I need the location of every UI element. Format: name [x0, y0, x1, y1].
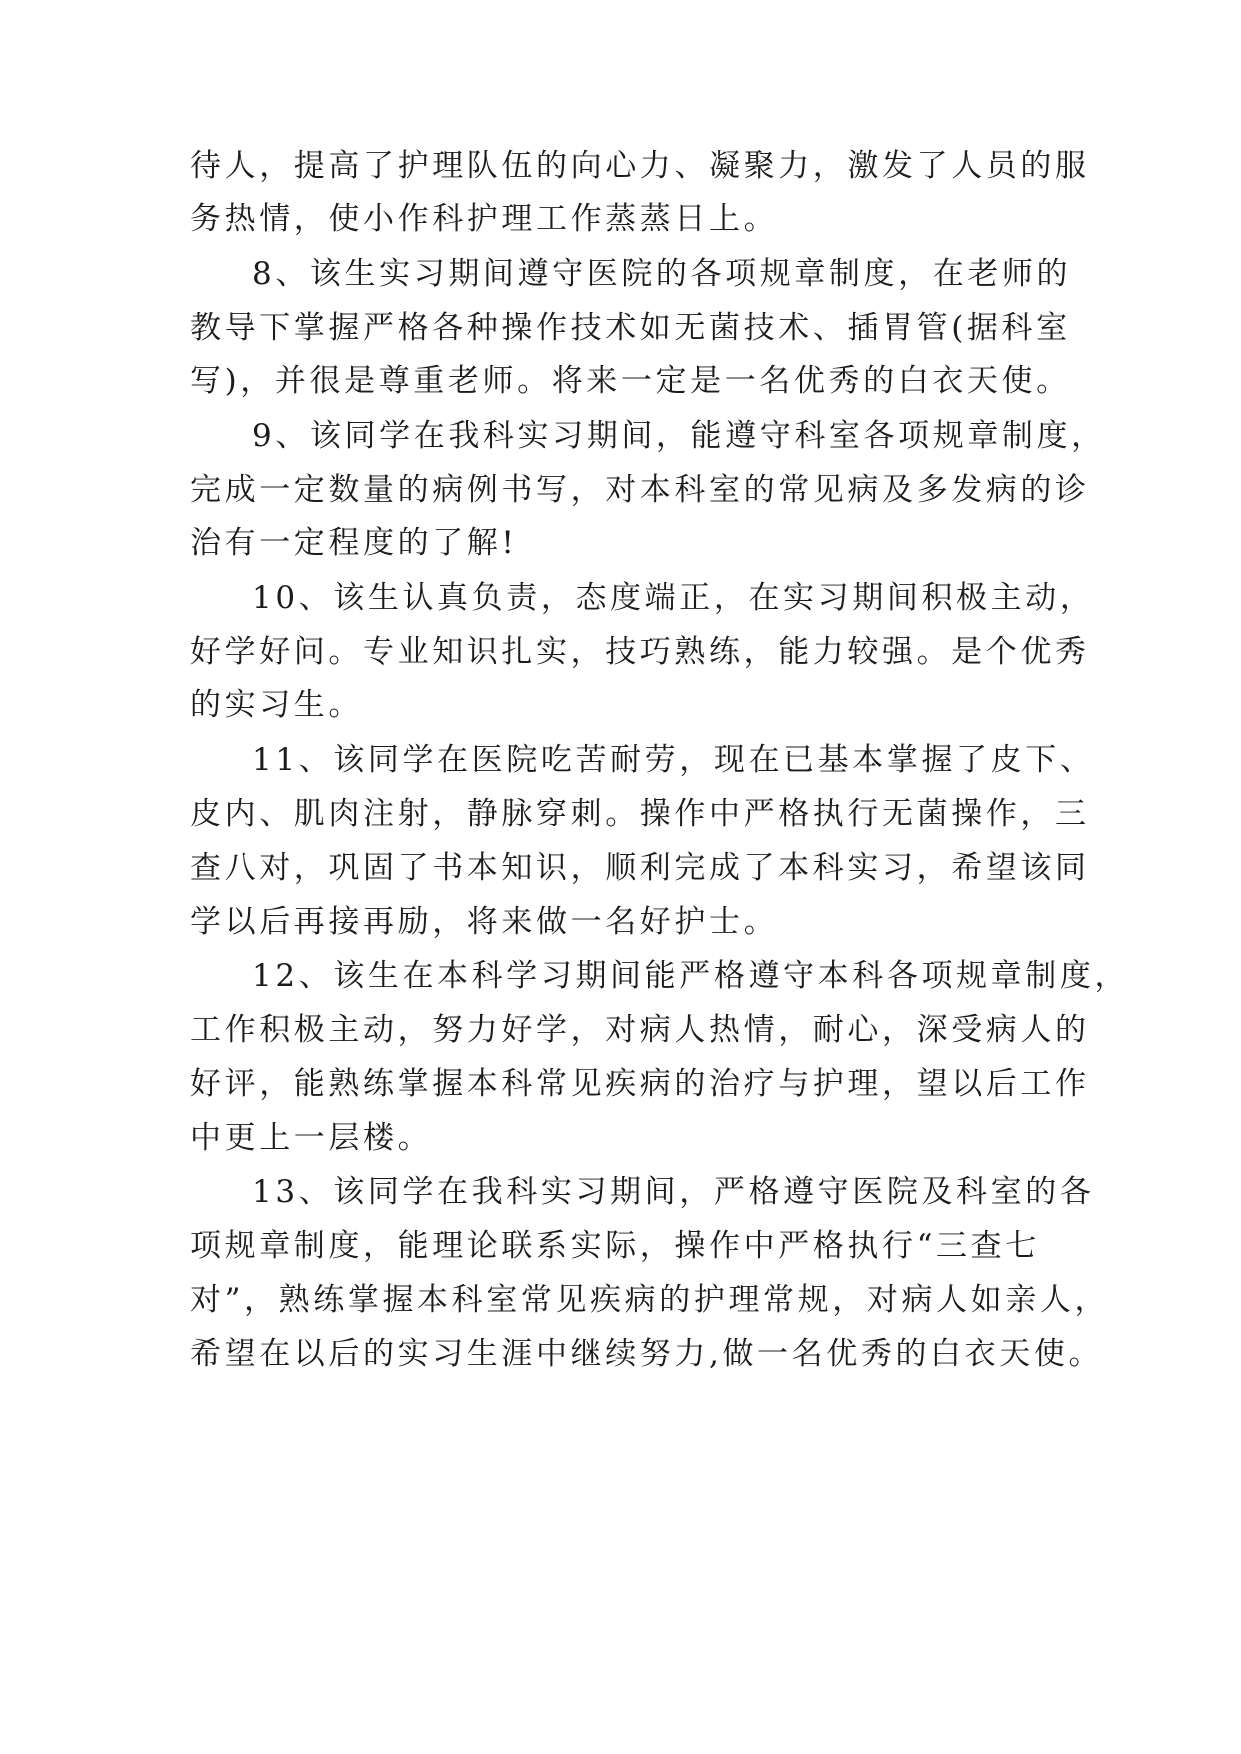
text-line: 9、该同学在我科实习期间，能遵守科室各项规章制度， [252, 418, 1106, 454]
text-line: 好学好问。专业知识扎实，技巧熟练，能力较强。是个优秀 [190, 634, 1090, 670]
text-line: 学以后再接再励，将来做一名好护士。 [190, 904, 779, 940]
text-line: 希望在以后的实习生涯中继续努力,做一名优秀的白衣天使。 [190, 1336, 1104, 1372]
text-line: 中更上一层楼。 [190, 1120, 433, 1156]
text-line: 工作积极主动，努力好学，对病人热情，耐心，深受病人的 [190, 1012, 1090, 1048]
text-line: 待人，提高了护理队伍的向心力、凝聚力，激发了人员的服 [190, 148, 1090, 184]
text-line: 完成一定数量的病例书写，对本科室的常见病及多发病的诊 [190, 472, 1090, 508]
text-line: 对”，熟练掌握本科室常见疾病的护理常规，对病人如亲人， [190, 1282, 1110, 1318]
text-line: 教导下掌握严格各种操作技术如无菌技术、插胃管(据科室 [190, 310, 1071, 346]
text-line: 写)，并很是尊重老师。将来一定是一名优秀的白衣天使。 [190, 363, 1071, 399]
text-line: 治有一定程度的了解! [190, 525, 518, 561]
text-line: 13、该同学在我科实习期间，严格遵守医院及科室的各 [252, 1174, 1095, 1210]
text-line: 皮内、肌肉注射，静脉穿刺。操作中严格执行无菌操作，三 [190, 796, 1090, 832]
text-line: 12、该生在本科学习期间能严格遵守本科各项规章制度， [252, 958, 1130, 994]
text-line: 10、该生认真负责，态度端正，在实习期间积极主动， [252, 580, 1095, 616]
text-line: 项规章制度，能理论联系实际，操作中严格执行“三查七 [190, 1228, 1040, 1264]
text-line: 的实习生。 [190, 687, 363, 723]
text-line: 8、该生实习期间遵守医院的各项规章制度，在老师的 [252, 256, 1072, 292]
text-line: 11、该同学在医院吃苦耐劳，现在已基本掌握了皮下、 [252, 742, 1095, 778]
text-line: 好评，能熟练掌握本科常见疾病的治疗与护理，望以后工作 [190, 1066, 1090, 1102]
text-line: 查八对，巩固了书本知识，顺利完成了本科实习，希望该同 [190, 850, 1090, 886]
text-line: 务热情，使小作科护理工作蒸蒸日上。 [190, 201, 779, 237]
